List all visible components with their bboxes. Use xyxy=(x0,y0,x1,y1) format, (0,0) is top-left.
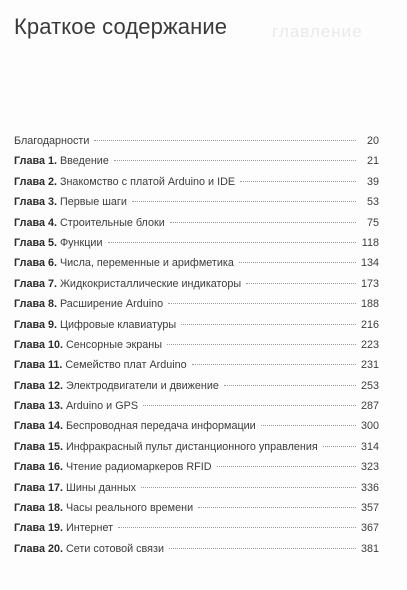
dot-leader xyxy=(141,487,356,488)
toc-entry xyxy=(14,172,379,192)
dot-leader xyxy=(217,466,356,467)
chapter-title: Расширение Arduino xyxy=(59,298,164,311)
toc-entry xyxy=(14,315,379,335)
page-number: 357 xyxy=(360,502,379,515)
page-number: 253 xyxy=(360,379,379,392)
chapter-number: Глава 2. xyxy=(14,175,57,188)
dot-leader xyxy=(94,140,356,141)
page-number: 223 xyxy=(360,338,379,351)
chapter-number: Глава 3. xyxy=(14,196,57,209)
toc-entry xyxy=(14,131,379,151)
dot-leader xyxy=(246,283,356,284)
dot-leader xyxy=(240,181,356,182)
chapter-number: Глава 15. xyxy=(14,440,63,453)
chapter-title: Благодарности xyxy=(14,135,90,147)
chapter-title: Инфракрасный пульт дистанционного управления xyxy=(65,440,318,453)
chapter-title: Жидкокристаллические индикаторы xyxy=(59,277,242,290)
dot-leader xyxy=(170,222,356,223)
page-number: 75 xyxy=(366,216,379,229)
toc-entry xyxy=(14,518,379,538)
chapter-number: Глава 14. xyxy=(14,420,63,433)
chapter-title: Интернет xyxy=(65,522,114,535)
toc-entry xyxy=(14,213,379,233)
dot-leader xyxy=(261,425,356,426)
toc-entry xyxy=(14,253,379,273)
dot-leader xyxy=(168,303,356,304)
chapter-title: Arduino и GPS xyxy=(65,400,139,413)
toc-entry xyxy=(14,498,379,518)
page-number: 53 xyxy=(366,196,379,209)
chapter-number: Глава 5. xyxy=(14,236,57,249)
page-number: 367 xyxy=(360,522,379,535)
dot-leader xyxy=(224,385,356,386)
toc-entry xyxy=(14,457,379,477)
page-number: 336 xyxy=(360,481,379,494)
chapter-number: Глава 7. xyxy=(14,277,57,290)
page-number: 300 xyxy=(360,420,379,433)
toc-entry xyxy=(14,376,379,396)
page-number: 287 xyxy=(360,400,379,413)
chapter-number: Глава 18. xyxy=(14,502,63,515)
chapter-title: Строительные блоки xyxy=(59,216,165,229)
dot-leader xyxy=(181,324,356,325)
bleed-through-text: главление xyxy=(272,22,363,41)
toc-entry xyxy=(14,233,379,253)
dot-leader xyxy=(323,446,356,447)
chapter-number: Глава 11. xyxy=(14,359,63,372)
chapter-number: Глава 10. xyxy=(14,338,63,351)
chapter-title: Числа, переменные и арифметика xyxy=(59,257,234,270)
chapter-title: Электродвигатели и движение xyxy=(65,379,219,392)
toc-entry xyxy=(14,396,379,416)
chapter-number: Глава 6. xyxy=(14,257,57,270)
page-number: 323 xyxy=(360,461,379,474)
chapter-number: Глава 4. xyxy=(14,216,57,229)
dot-leader xyxy=(198,507,356,508)
page-number: 21 xyxy=(366,155,379,168)
chapter-number: Глава 13. xyxy=(14,400,63,413)
toc-entry xyxy=(14,539,379,559)
toc-entry xyxy=(14,478,379,498)
chapter-title: Цифровые клавиатуры xyxy=(59,318,177,331)
chapter-title: Первые шаги xyxy=(59,196,127,209)
dot-leader xyxy=(239,262,356,263)
chapter-number: Глава 19. xyxy=(14,522,63,535)
page-number: 231 xyxy=(360,359,379,372)
chapter-number: Глава 17. xyxy=(14,481,63,494)
dot-leader xyxy=(108,242,357,243)
chapter-title: Сенсорные экраны xyxy=(65,338,162,351)
toc-entry xyxy=(14,274,379,294)
dot-leader xyxy=(118,527,356,528)
chapter-number: Глава 1. xyxy=(14,155,57,168)
toc-entry xyxy=(14,294,379,314)
chapter-title: Часы реального времени xyxy=(65,502,194,515)
chapter-title: Шины данных xyxy=(65,481,137,494)
page-number: 381 xyxy=(360,542,379,555)
chapter-title: Сети сотовой связи xyxy=(65,542,164,555)
toc-entry xyxy=(14,416,379,436)
page-number: 20 xyxy=(366,135,379,147)
chapter-number: Глава 12. xyxy=(14,379,63,392)
chapter-title: Чтение радиомаркеров RFID xyxy=(65,461,212,474)
chapter-number: Глава 9. xyxy=(14,318,57,331)
page-number: 118 xyxy=(361,236,379,249)
page-number: 39 xyxy=(366,175,379,188)
chapter-title: Беспроводная передача информации xyxy=(65,420,256,433)
dot-leader xyxy=(167,344,356,345)
chapter-number: Глава 20. xyxy=(14,542,63,555)
page-title: Краткое содержание xyxy=(14,14,228,39)
dot-leader xyxy=(143,405,356,406)
chapter-number: Глава 8. xyxy=(14,298,57,311)
chapter-number: Глава 16. xyxy=(14,461,63,474)
chapter-title: Введение xyxy=(59,155,109,168)
chapter-title: Семейство плат Arduino xyxy=(65,359,187,372)
dot-leader xyxy=(169,548,356,549)
page-number: 216 xyxy=(360,318,379,331)
dot-leader xyxy=(132,201,356,202)
page-number: 314 xyxy=(360,440,379,453)
chapter-title: Знакомство с платой Arduino и IDE xyxy=(59,175,236,188)
page-number: 173 xyxy=(360,277,379,290)
page-number: 134 xyxy=(360,257,379,270)
toc-entry xyxy=(14,151,379,171)
toc-entry xyxy=(14,355,379,375)
table-of-contents xyxy=(14,131,379,559)
page-number: 188 xyxy=(360,298,379,311)
toc-entry xyxy=(14,335,379,355)
dot-leader xyxy=(114,160,356,161)
toc-entry xyxy=(14,192,379,212)
dot-leader xyxy=(192,364,356,365)
chapter-title: Функции xyxy=(59,236,103,249)
toc-entry xyxy=(14,437,379,457)
